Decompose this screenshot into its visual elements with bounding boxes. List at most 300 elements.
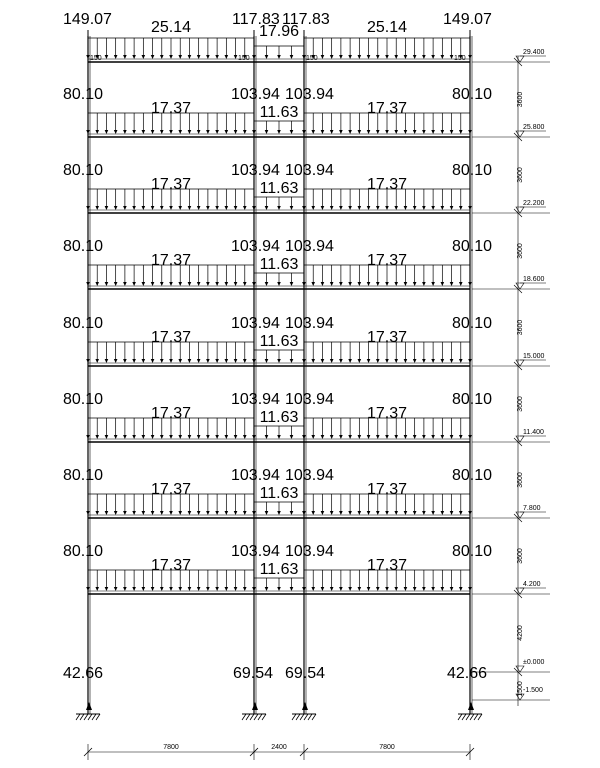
beam-right-load-arrowhead (330, 55, 334, 59)
beam-left-load-arrowhead (206, 282, 210, 286)
ground-axial-right: 42.66 (447, 665, 488, 682)
beam-left-load-arrowhead (215, 511, 219, 515)
storey-height-label: 3600 (517, 167, 524, 183)
beam-right-load-arrowhead (468, 435, 472, 439)
elevation-label: 18.600 (523, 276, 545, 283)
beam-right-load-arrowhead (441, 511, 445, 515)
beam-left-load-arrowhead (132, 587, 136, 591)
beam-right-load-arrowhead (404, 359, 408, 363)
beam-left-load-arrowhead (142, 359, 146, 363)
beam-left-load-arrowhead (95, 282, 99, 286)
support-hatch (292, 714, 296, 720)
beam-left-load-arrowhead (132, 206, 136, 210)
beam-left-load-arrowhead (114, 359, 118, 363)
beam-left-load-arrowhead (86, 282, 90, 286)
beam-left-load-arrowhead (206, 359, 210, 363)
beam-load-mid: 11.63 (259, 561, 299, 578)
support-hatch (242, 714, 246, 720)
beam-left-load-arrowhead (178, 130, 182, 134)
column-axial-center-left: 103.94 (231, 86, 280, 103)
beam-left-load-arrowhead (142, 282, 146, 286)
beam-load-right: 17.37 (366, 481, 408, 498)
beam-left-load-arrowhead (151, 435, 155, 439)
column-axial-center-left: 103.94 (231, 238, 280, 255)
beam-left-load-arrowhead (151, 206, 155, 210)
beam-right-load-arrowhead (468, 55, 472, 59)
beam-mid-load-arrowhead (277, 359, 281, 363)
beam-left-load-arrowhead (132, 130, 136, 134)
beam-right-load-arrowhead (450, 511, 454, 515)
beam-right-load-arrowhead (459, 435, 463, 439)
beam-right-load-arrowhead (348, 435, 352, 439)
beam-left-load-arrowhead (160, 587, 164, 591)
beam-mid-load-arrowhead (265, 587, 269, 591)
beam-right-load-arrowhead (385, 511, 389, 515)
beam-left-load-arrowhead (197, 435, 201, 439)
beam-right-load-arrowhead (330, 587, 334, 591)
beam-right-load-arrowhead (339, 130, 343, 134)
beam-right-load-arrowhead (348, 587, 352, 591)
beam-right-load-arrowhead (330, 282, 334, 286)
offset-label: 150 (454, 55, 466, 62)
beam-right-load-arrowhead (422, 206, 426, 210)
support-arrow (302, 702, 308, 710)
column-axial-left: 80.10 (63, 315, 104, 332)
column-axial-left: 80.10 (63, 86, 104, 103)
column-axial-right: 80.10 (452, 391, 493, 408)
beam-right-load-arrowhead (394, 359, 398, 363)
beam-mid-load-arrowhead (252, 511, 256, 515)
column-axial-right: 80.10 (452, 162, 493, 179)
column-axial-center-left: 103.94 (231, 391, 280, 408)
beam-right-load-arrowhead (321, 587, 325, 591)
beam-left-load-arrowhead (169, 130, 173, 134)
beam-left-load-arrowhead (105, 282, 109, 286)
column-axial-center-left: 103.94 (231, 467, 280, 484)
beam-right-load-arrowhead (385, 435, 389, 439)
beam-left-load-arrowhead (178, 55, 182, 59)
beam-left-load-arrowhead (132, 511, 136, 515)
beam-mid-load-arrowhead (252, 55, 256, 59)
elevation-label: ±0.000 (523, 659, 545, 666)
support-hatch (466, 714, 470, 720)
support-hatch (262, 714, 266, 720)
beam-right-load-arrowhead (302, 511, 306, 515)
beam-right-load-arrowhead (404, 206, 408, 210)
beam-left-load-arrowhead (123, 359, 127, 363)
beam-left-load-arrowhead (243, 282, 247, 286)
beam-left-load-arrowhead (197, 55, 201, 59)
beam-left-load-arrowhead (225, 55, 229, 59)
beam-right-load-arrowhead (385, 55, 389, 59)
beam-right-load-arrowhead (413, 130, 417, 134)
support-hatch (458, 714, 462, 720)
beam-left-load-arrowhead (105, 511, 109, 515)
beam-mid-load-arrowhead (277, 435, 281, 439)
beam-mid-load-arrowhead (290, 282, 294, 286)
beam-right-load-arrowhead (431, 206, 435, 210)
elevation-label: -1.500 (523, 687, 543, 694)
beam-left-load-arrowhead (86, 587, 90, 591)
beam-right-load-arrowhead (404, 435, 408, 439)
beam-left-load-arrowhead (243, 206, 247, 210)
beam-left-load-arrowhead (234, 435, 238, 439)
column-axial-right: 80.10 (452, 467, 493, 484)
beam-right-load-arrowhead (367, 435, 371, 439)
beam-right-load-arrowhead (394, 130, 398, 134)
beam-right-load-arrowhead (376, 511, 380, 515)
column-axial-left: 149.07 (63, 11, 112, 28)
beam-load-left: 25.14 (150, 19, 192, 36)
beam-load-mid: 11.63 (259, 180, 299, 197)
support-hatch (300, 714, 304, 720)
beam-left-load-arrowhead (142, 587, 146, 591)
beam-left-load-arrowhead (234, 511, 238, 515)
beam-left-load-arrowhead (160, 55, 164, 59)
beam-right-load-arrowhead (404, 130, 408, 134)
beam-right-load-arrowhead (385, 587, 389, 591)
beam-left-load-arrowhead (114, 435, 118, 439)
beam-right-load-arrowhead (441, 435, 445, 439)
beam-left-load-arrowhead (234, 206, 238, 210)
beam-mid-load-arrowhead (290, 511, 294, 515)
beam-mid-load-arrowhead (252, 130, 256, 134)
beam-right-load-arrowhead (358, 55, 362, 59)
beam-left-load-arrowhead (114, 55, 118, 59)
beam-right-load-arrowhead (358, 511, 362, 515)
beam-right-load-arrowhead (468, 359, 472, 363)
beam-mid-load-arrowhead (265, 206, 269, 210)
beam-right-load-arrowhead (450, 587, 454, 591)
beam-right-load-arrowhead (358, 282, 362, 286)
ground-axial-center-right: 69.54 (285, 665, 326, 682)
beam-right-load-arrowhead (413, 435, 417, 439)
beam-right-load-arrowhead (441, 206, 445, 210)
beam-right-load-arrowhead (422, 282, 426, 286)
beam-right-load-arrowhead (431, 435, 435, 439)
beam-right-load-arrowhead (431, 282, 435, 286)
ground-axial-center-left: 69.54 (233, 665, 274, 682)
beam-left-load-arrowhead (188, 511, 192, 515)
beam-left-load-arrowhead (206, 511, 210, 515)
beam-right-load-arrowhead (394, 206, 398, 210)
beam-right-load-arrowhead (302, 359, 306, 363)
beam-right-load-arrowhead (450, 206, 454, 210)
beam-load-right: 17.37 (366, 557, 408, 574)
beam-right-load-arrowhead (330, 130, 334, 134)
column-axial-center-right: 103.94 (285, 162, 334, 179)
column-axial-center-right: 117.83 (282, 11, 330, 28)
beam-load-left: 17.37 (150, 405, 192, 422)
beam-right-load-arrowhead (348, 206, 352, 210)
beam-right-load-arrowhead (367, 130, 371, 134)
beam-right-load-arrowhead (422, 587, 426, 591)
beam-right-load-arrowhead (413, 511, 417, 515)
beam-left-load-arrowhead (142, 511, 146, 515)
beam-left-load-arrowhead (169, 55, 173, 59)
beam-right-load-arrowhead (376, 587, 380, 591)
beam-left-load-arrowhead (105, 206, 109, 210)
beam-right-load-arrowhead (358, 130, 362, 134)
beam-right-load-arrowhead (367, 206, 371, 210)
beam-right-load-arrowhead (459, 511, 463, 515)
column-axial-left: 80.10 (63, 238, 104, 255)
beam-mid-load-arrowhead (252, 359, 256, 363)
beam-left-load-arrowhead (215, 55, 219, 59)
beam-right-load-arrowhead (422, 55, 426, 59)
beam-left-load-arrowhead (206, 587, 210, 591)
beam-right-load-arrowhead (413, 587, 417, 591)
elevation-label: 25.800 (523, 124, 545, 131)
beam-load-right: 17.37 (366, 405, 408, 422)
beam-right-load-arrowhead (394, 435, 398, 439)
span-label: 7800 (379, 744, 395, 751)
beam-right-load-arrowhead (311, 359, 315, 363)
beam-left-load-arrowhead (123, 282, 127, 286)
beam-left-load-arrowhead (86, 511, 90, 515)
elevation-label: 7.800 (523, 505, 541, 512)
beam-left-load-arrowhead (234, 282, 238, 286)
beam-right-load-arrowhead (302, 435, 306, 439)
beam-left-load-arrowhead (95, 130, 99, 134)
beam-right-load-arrowhead (358, 435, 362, 439)
beam-load-mid: 11.63 (259, 409, 299, 426)
support-hatch (312, 714, 316, 720)
beam-left-load-arrowhead (197, 511, 201, 515)
beam-mid-load-arrowhead (277, 206, 281, 210)
beam-right-load-arrowhead (376, 359, 380, 363)
beam-left-load-arrowhead (215, 359, 219, 363)
beam-right-load-arrowhead (459, 282, 463, 286)
beam-right-load-arrowhead (348, 511, 352, 515)
beam-right-load-arrowhead (339, 282, 343, 286)
beam-right-load-arrowhead (431, 55, 435, 59)
offset-label: 150 (306, 55, 318, 62)
beam-right-load-arrowhead (321, 511, 325, 515)
beam-right-load-arrowhead (311, 206, 315, 210)
beam-right-load-arrowhead (459, 206, 463, 210)
beam-left-load-arrowhead (169, 587, 173, 591)
column-axial-left: 80.10 (63, 543, 104, 560)
beam-right-load-arrowhead (339, 55, 343, 59)
beam-right-load-arrowhead (413, 359, 417, 363)
beam-mid-load-arrowhead (290, 359, 294, 363)
beam-right-load-arrowhead (450, 282, 454, 286)
beam-right-load-arrowhead (468, 587, 472, 591)
beam-load-right: 17.37 (366, 100, 408, 117)
beam-left-load-arrowhead (225, 587, 229, 591)
support-hatch (250, 714, 254, 720)
beam-left-load-arrowhead (86, 435, 90, 439)
beam-mid-load-arrowhead (290, 130, 294, 134)
beam-mid-load-arrowhead (277, 282, 281, 286)
beam-load-mid: 17.96 (258, 23, 300, 40)
beam-left-load-arrowhead (243, 587, 247, 591)
beam-right-load-arrowhead (459, 130, 463, 134)
beam-left-load-arrowhead (215, 587, 219, 591)
beam-left-load-arrowhead (215, 282, 219, 286)
beam-left-load-arrowhead (234, 55, 238, 59)
beam-load-left: 17.37 (150, 176, 192, 193)
beam-right-load-arrowhead (404, 55, 408, 59)
span-label: 7800 (163, 744, 179, 751)
support-hatch (296, 714, 300, 720)
beam-right-load-arrowhead (413, 282, 417, 286)
beam-left-load-arrowhead (243, 130, 247, 134)
beam-left-load-arrowhead (160, 206, 164, 210)
elevation-label: 4.200 (523, 581, 541, 588)
support-hatch (470, 714, 474, 720)
beam-right-load-arrowhead (348, 359, 352, 363)
beam-right-load-arrowhead (321, 435, 325, 439)
beam-right-load-arrowhead (385, 359, 389, 363)
beam-right-load-arrowhead (348, 55, 352, 59)
beam-right-load-arrowhead (413, 206, 417, 210)
beam-load-left: 17.37 (150, 481, 192, 498)
beam-left-load-arrowhead (197, 587, 201, 591)
support-arrow (86, 702, 92, 710)
beam-left-load-arrowhead (206, 206, 210, 210)
beam-right-load-arrowhead (358, 359, 362, 363)
beam-left-load-arrowhead (188, 206, 192, 210)
beam-right-load-arrowhead (367, 587, 371, 591)
beam-left-load-arrowhead (234, 359, 238, 363)
beam-right-load-arrowhead (330, 206, 334, 210)
beam-mid-load-arrowhead (290, 587, 294, 591)
beam-right-load-arrowhead (450, 130, 454, 134)
beam-left-load-arrowhead (225, 206, 229, 210)
support-hatch (96, 714, 100, 720)
beam-load-left: 17.37 (150, 252, 192, 269)
support-arrow (468, 702, 474, 710)
beam-right-load-arrowhead (422, 359, 426, 363)
beam-right-load-arrowhead (348, 282, 352, 286)
beam-mid-load-arrowhead (265, 359, 269, 363)
beam-mid-load-arrowhead (265, 282, 269, 286)
column-axial-right: 80.10 (452, 315, 493, 332)
support-hatch (76, 714, 80, 720)
beam-right-load-arrowhead (311, 130, 315, 134)
beam-right-load-arrowhead (459, 359, 463, 363)
beam-left-load-arrowhead (123, 55, 127, 59)
beam-right-load-arrowhead (450, 435, 454, 439)
beam-right-load-arrowhead (367, 55, 371, 59)
beam-right-load-arrowhead (404, 587, 408, 591)
beam-right-load-arrowhead (367, 282, 371, 286)
beam-left-load-arrowhead (105, 359, 109, 363)
beam-right-load-arrowhead (311, 587, 315, 591)
beam-left-load-arrowhead (178, 206, 182, 210)
beam-mid-load-arrowhead (252, 435, 256, 439)
beam-right-load-arrowhead (321, 359, 325, 363)
beam-left-load-arrowhead (132, 282, 136, 286)
support-hatch (474, 714, 478, 720)
beam-left-load-arrowhead (95, 587, 99, 591)
beam-right-load-arrowhead (441, 282, 445, 286)
beam-right-load-arrowhead (385, 206, 389, 210)
storey-height-label: 4200 (517, 625, 524, 641)
beam-right-load-arrowhead (339, 359, 343, 363)
beam-mid-load-arrowhead (277, 587, 281, 591)
beam-left-load-arrowhead (225, 511, 229, 515)
beam-right-load-arrowhead (468, 206, 472, 210)
beam-load-right: 17.37 (366, 329, 408, 346)
beam-load-right: 25.14 (366, 19, 408, 36)
beam-left-load-arrowhead (114, 130, 118, 134)
support-hatch (80, 714, 84, 720)
beam-left-load-arrowhead (197, 359, 201, 363)
elevation-label: 29.400 (523, 49, 545, 56)
beam-left-load-arrowhead (95, 511, 99, 515)
beam-left-load-arrowhead (151, 55, 155, 59)
beam-left-load-arrowhead (197, 206, 201, 210)
beam-left-load-arrowhead (178, 282, 182, 286)
beam-right-load-arrowhead (422, 435, 426, 439)
column-axial-left: 80.10 (63, 467, 104, 484)
beam-left-load-arrowhead (142, 55, 146, 59)
beam-left-load-arrowhead (169, 206, 173, 210)
beam-load-mid: 11.63 (259, 485, 299, 502)
beam-left-load-arrowhead (206, 55, 210, 59)
beam-left-load-arrowhead (132, 435, 136, 439)
beam-load-right: 17.37 (366, 252, 408, 269)
beam-left-load-arrowhead (206, 435, 210, 439)
support-hatch (308, 714, 312, 720)
beam-load-mid: 11.63 (259, 104, 299, 121)
column-axial-left: 80.10 (63, 162, 104, 179)
beam-right-load-arrowhead (367, 359, 371, 363)
beam-left-load-arrowhead (243, 511, 247, 515)
support-hatch (84, 714, 88, 720)
beam-left-load-arrowhead (151, 511, 155, 515)
column-axial-center-right: 103.94 (285, 86, 334, 103)
support-hatch (254, 714, 258, 720)
beam-right-load-arrowhead (348, 130, 352, 134)
beam-right-load-arrowhead (431, 511, 435, 515)
beam-right-load-arrowhead (321, 55, 325, 59)
beam-left-load-arrowhead (132, 359, 136, 363)
span-label: 2400 (271, 744, 287, 751)
beam-right-load-arrowhead (431, 130, 435, 134)
beam-right-load-arrowhead (311, 435, 315, 439)
beam-left-load-arrowhead (188, 282, 192, 286)
storey-height-label: 3600 (517, 472, 524, 488)
beam-left-load-arrowhead (123, 206, 127, 210)
beam-left-load-arrowhead (151, 587, 155, 591)
beam-left-load-arrowhead (142, 130, 146, 134)
beam-right-load-arrowhead (339, 587, 343, 591)
beam-right-load-arrowhead (394, 587, 398, 591)
beam-right-load-arrowhead (431, 587, 435, 591)
beam-mid-load-arrowhead (265, 130, 269, 134)
beam-right-load-arrowhead (413, 55, 417, 59)
beam-right-load-arrowhead (376, 55, 380, 59)
beam-right-load-arrowhead (422, 511, 426, 515)
beam-left-load-arrowhead (95, 435, 99, 439)
beam-left-load-arrowhead (197, 282, 201, 286)
beam-left-load-arrowhead (160, 359, 164, 363)
beam-right-load-arrowhead (468, 130, 472, 134)
elevation-label: 22.200 (523, 200, 545, 207)
beam-right-load-arrowhead (450, 55, 454, 59)
beam-mid-load-arrowhead (277, 130, 281, 134)
beam-right-load-arrowhead (394, 55, 398, 59)
column-axial-center-left: 103.94 (231, 162, 280, 179)
column-axial-right: 80.10 (452, 238, 493, 255)
beam-left-load-arrowhead (160, 282, 164, 286)
beam-mid-load-arrowhead (252, 282, 256, 286)
beam-mid-load-arrowhead (265, 55, 269, 59)
